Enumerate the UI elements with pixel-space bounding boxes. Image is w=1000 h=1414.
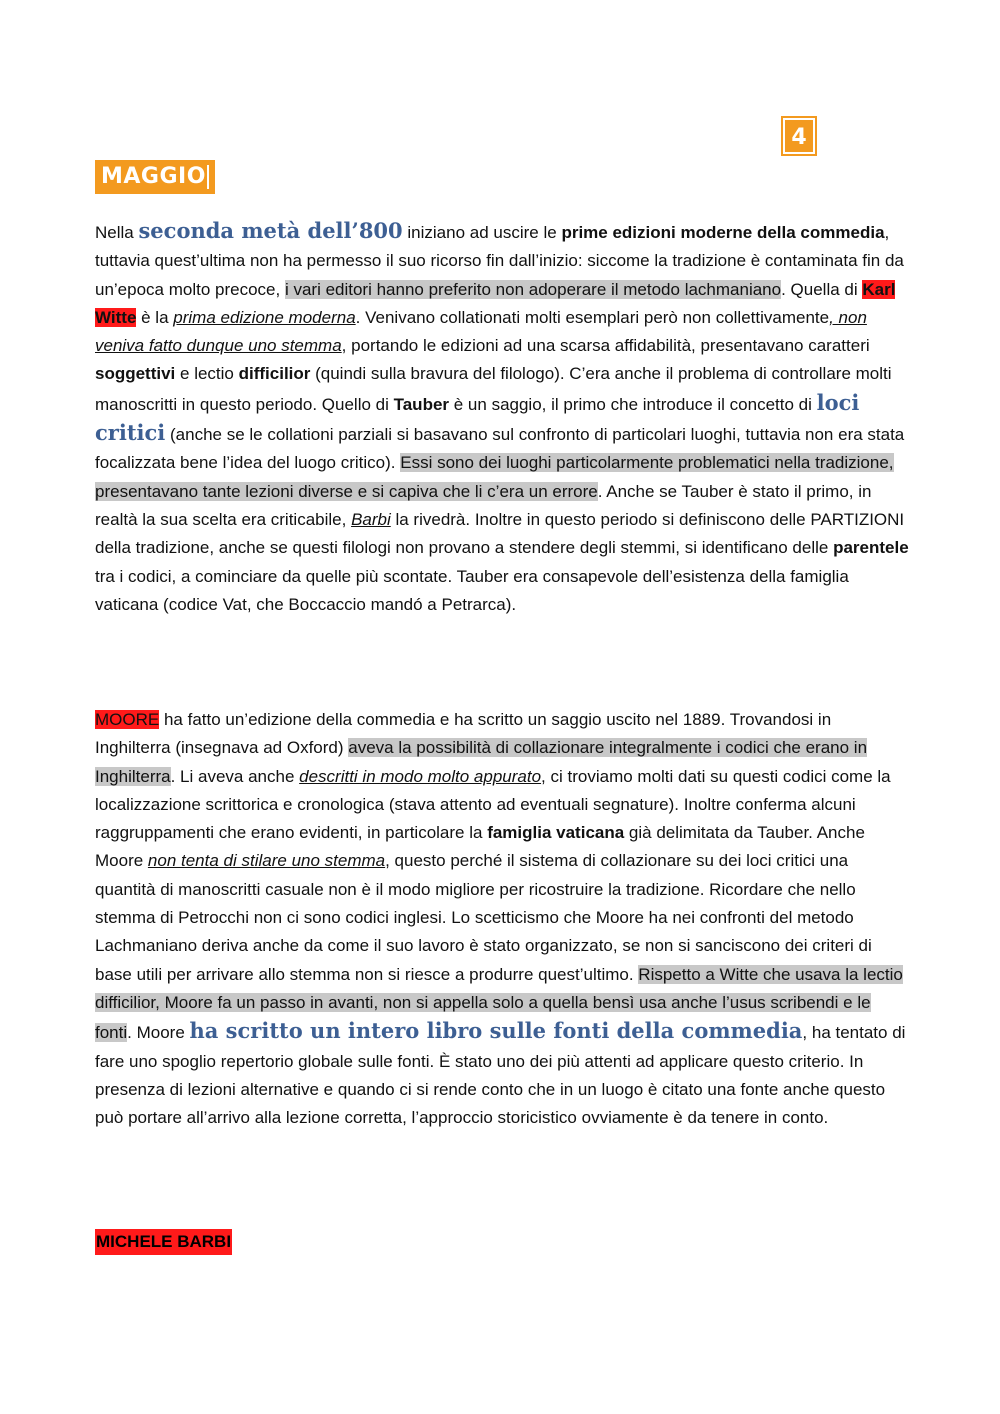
text-run: la rivedrà. Inoltre in questo periodo si definiscono delle PARTIZIONI della tradizione, anche se questi filologi non provano a stendere degli stemmi, si identificano delle: [95, 509, 905, 558]
text-run: . Anche se Tauber è stato il primo, in realtà la sua scelta era criticabile,: [95, 481, 872, 529]
bold-text: soggettivi: [95, 364, 176, 384]
text-run: ha fatto un’edizione della commedia e ha scritto un saggio uscito nel 1889. Trovandosi in Inghilterra (insegnava ad Oxford): [95, 710, 832, 758]
bold-text: Tauber: [393, 394, 450, 414]
emphasis-blue: ha scritto un intero libro sulle fonti della commedia: [189, 1018, 803, 1044]
paragraph-witte-tauber: [95, 217, 910, 619]
gray-highlight: Rispetto a Witte che usava la lectio difficilior, Moore fa un passo in avanti, non si appella solo a quella bensì usa anche l’usus scribendi e le fonti: [95, 964, 903, 1043]
text-run: , tuttavia quest’ultima non ha permesso il suo ricorso fin dall’inizio: siccome la tradizione è contaminata fin da un’epoca molto precoce,: [95, 223, 904, 299]
text-run: , ci troviamo molti dati su questi codici come la localizzazione scrittorica e cronologica (stava attento ad eventuali segnature). Inoltre conferma alcuni raggruppamenti che erano evidenti, in particolare la: [95, 766, 891, 843]
text-run: . Li aveva anche: [170, 766, 300, 786]
gray-highlight: i vari editori hanno preferito non adoperare il metodo lachmaniano: [284, 279, 782, 299]
text-run: , questo perché il sistema di collazionare su dei loci critici una quantità di manoscritti casuale non è il modo migliore per ricostruire la tradizione. Ricordare che nello stemma di Petrocchi non ci sono codici inglesi. Lo scetticismo che Moore ha nei confronti del metodo Lachmaniano deriva anche da come il suo lavoro è stato organizzato, se non si sanciscono dei criteri di base utili per arrivare allo stemma non si riesce a produrre quest’ultimo.: [95, 851, 872, 984]
italic-underline: prima edizione moderna: [173, 307, 356, 327]
bold-text: famiglia vaticana: [487, 823, 625, 843]
emphasis-blue: seconda metà dell’800: [138, 218, 403, 243]
text-run: è un saggio, il primo che introduce il concetto di: [449, 394, 817, 414]
red-highlight-name: MOORE: [95, 710, 160, 729]
red-highlight-name: Karl Witte: [95, 279, 896, 327]
text-run: (anche se le collationi parziali si basavano sul confronto di particolari luoghi, tuttavia non era stata focalizzata bene l’idea del luogo critico).: [95, 425, 905, 473]
gray-highlight: aveva la possibilità di collazionare integralmente i codici che erano in Inghilterra: [95, 738, 868, 786]
gray-highlight: Essi sono dei luoghi particolarmente problematici nella tradizione, presentavano tante lezioni diverse e si capiva che li c’era un errore: [95, 453, 894, 501]
month-label: MAGGIO: [101, 164, 206, 189]
bold-text: parentele: [833, 538, 909, 558]
text-run: iniziano ad uscire le: [402, 223, 562, 242]
text-run: , ha tentato di fare uno spoglio repertorio globale sulle fonti. È stato uno dei più attenti ad applicare questo criterio. In presenza di lezioni alternative e quando ci si rende conto che in un luogo è citato una fonte anche questo può portare all’arrivo alla lezione corretta, l’approccio storicistico ovviamente è da tenere in conto.: [95, 1023, 906, 1128]
italic-underline: descritti in modo molto appurato: [299, 766, 542, 786]
text-run: è la: [136, 307, 174, 327]
text-run: . Moore: [127, 1023, 190, 1043]
section-heading-barbi: MICHELE BARBI: [95, 1229, 232, 1255]
text-run: . Venivano collationati molti esemplari però non collettivamente: [355, 307, 830, 327]
text-run: . Quella di: [781, 279, 863, 299]
italic-underline: Barbi: [351, 509, 391, 529]
text-run: già delimitata da Tauber. Anche Moore: [95, 823, 865, 871]
italic-underline: , non veniva fatto dunque uno stemma: [95, 307, 867, 356]
page-number-badge: 4: [783, 118, 815, 154]
text-cursor: [207, 165, 209, 189]
bold-text: difficilior: [238, 364, 311, 384]
paragraph-moore: [95, 706, 910, 1132]
bold-text: prime edizioni moderne della commedia: [561, 223, 885, 242]
month-heading: [95, 160, 215, 194]
text-run: e lectio: [175, 364, 239, 384]
emphasis-blue: loci critici: [95, 389, 860, 446]
text-run: Nella: [95, 223, 139, 242]
text-run: (quindi sulla bravura del filologo). C’era anche il problema di controllare molti manoscritti in questo periodo. Quello di: [95, 364, 892, 414]
italic-underline: non tenta di stilare uno stemma: [147, 851, 386, 871]
text-run: tra i codici, a cominciare da quelle più scontate. Tauber era consapevole dell’esistenza della famiglia vaticana (codice Vat, che Boccaccio mandó a Petrarca).: [95, 566, 849, 614]
text-run: , portando le edizioni ad una scarsa affidabilità, presentavano caratteri: [341, 336, 870, 356]
